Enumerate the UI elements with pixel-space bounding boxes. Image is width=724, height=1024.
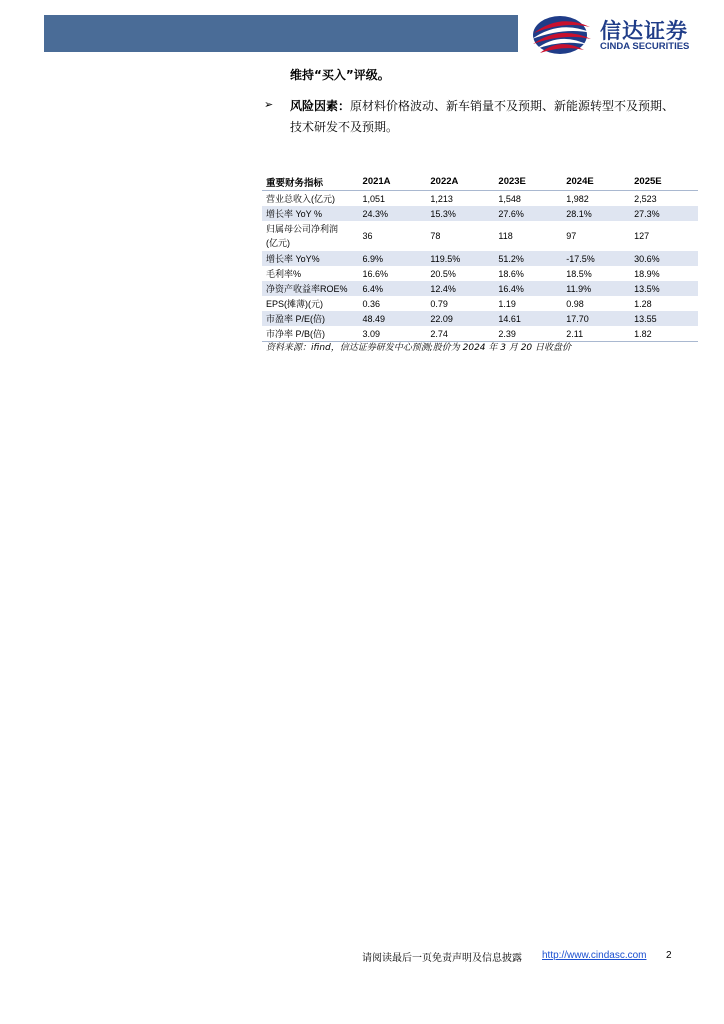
column-header: 2025E (630, 173, 698, 191)
row-label (262, 221, 359, 251)
column-header: 2021A (359, 173, 427, 191)
table-row (262, 206, 698, 221)
table-cell: 0.36 (362, 298, 381, 309)
table-cell: 18.9% (634, 268, 660, 279)
row-label: 增长率 YoY% (262, 251, 359, 266)
table-cell: 6.9% (359, 251, 427, 266)
table-cell: 1,051 (362, 193, 386, 204)
table-row (262, 191, 698, 207)
table-cell: -17.5% (562, 251, 630, 266)
financial-indicators-table (262, 173, 698, 342)
table-cell: 27.6% (494, 206, 562, 221)
row-label-line1: 归属母公司净利润 (266, 224, 339, 234)
table-cell: 6.4% (359, 281, 427, 296)
table-cell: 13.5% (630, 281, 698, 296)
footer-website-link[interactable]: http://www.cindasc.com (542, 950, 647, 961)
table-cell: 1,982 (566, 193, 589, 204)
row-label: 营业总收入(亿元) (266, 193, 335, 204)
table-cell: 30.6% (630, 251, 698, 266)
table-cell: 97 (566, 231, 577, 241)
table-cell: 24.3% (359, 206, 427, 221)
column-header: 2022A (426, 173, 494, 191)
table-cell: 2.11 (562, 326, 630, 342)
table-cell: 28.1% (562, 206, 630, 221)
table-cell: 1,213 (430, 193, 453, 204)
table-cell: 22.09 (426, 311, 494, 326)
row-label: EPS(摊薄)(元) (266, 298, 323, 309)
table-cell: 1.19 (498, 298, 516, 309)
table-row (262, 266, 698, 281)
row-label: 市净率 P/B(倍) (262, 326, 359, 342)
table-cell: 14.61 (494, 311, 562, 326)
table-header-row (262, 173, 698, 191)
table-row (262, 281, 698, 296)
table-cell: 2.39 (494, 326, 562, 342)
table-cell: 127 (634, 231, 650, 241)
row-label: 毛利率% (266, 268, 302, 279)
logo-english-text: CINDA SECURITIES (600, 41, 690, 52)
column-header: 重要财务指标 (262, 173, 359, 191)
table-source-note: 资料来源：ifind，信达证券研发中心预测;股价为 2024 年 3 月 20 日收盘价 (266, 343, 572, 353)
table-cell: 27.3% (630, 206, 698, 221)
table-cell: 48.49 (359, 311, 427, 326)
table-cell: 13.55 (630, 311, 698, 326)
table-cell: 18.6% (498, 268, 524, 279)
table-cell: 36 (362, 231, 373, 241)
table-cell: 2,523 (634, 193, 657, 204)
arrow-bullet-icon: ➢ (264, 98, 274, 111)
table-cell: 11.9% (562, 281, 630, 296)
table-cell: 3.09 (359, 326, 427, 342)
table-cell: 1,548 (498, 193, 521, 204)
table-cell: 0.79 (430, 298, 448, 309)
table-row (262, 311, 698, 326)
row-label-line2: (亿元) (266, 238, 290, 248)
table-cell: 2.74 (426, 326, 494, 342)
cinda-globe-icon (530, 13, 594, 57)
table-row (262, 296, 698, 311)
logo-chinese-text: 信达证券 (600, 19, 688, 43)
risk-factors-heading: 风险因素： (290, 99, 351, 113)
cinda-logo (530, 13, 710, 57)
risk-factors-line2: 技术研发不及预期。 (290, 120, 399, 134)
row-label: 净资产收益率ROE% (262, 281, 359, 296)
table-row (262, 251, 698, 266)
footer-disclaimer: 请阅读最后一页免责声明及信息披露 (362, 953, 522, 964)
page-number: 2 (666, 950, 672, 961)
table-cell: 15.3% (426, 206, 494, 221)
column-header: 2024E (562, 173, 630, 191)
table-cell: 1.82 (630, 326, 698, 342)
table-cell: 119.5% (426, 251, 494, 266)
table-cell: 16.4% (494, 281, 562, 296)
table-cell: 16.6% (362, 268, 389, 279)
row-label: 增长率 YoY % (262, 206, 359, 221)
table-cell: 118 (498, 231, 513, 241)
table-cell: 12.4% (426, 281, 494, 296)
table-cell: 20.5% (430, 268, 456, 279)
rating-statement: 维持“买入”评级。 (290, 68, 390, 82)
table-cell: 0.98 (566, 298, 584, 309)
table-cell: 18.5% (566, 268, 592, 279)
table-cell: 1.28 (634, 298, 652, 309)
column-header: 2023E (494, 173, 562, 191)
header-banner (44, 15, 518, 52)
table-cell: 51.2% (494, 251, 562, 266)
table-cell: 78 (430, 231, 441, 241)
risk-factors-line1 (290, 97, 674, 115)
risk-factors-text: 原材料价格波动、新车销量不及预期、新能源转型不及预期、 (350, 99, 675, 113)
table-cell: 17.70 (562, 311, 630, 326)
table-row (262, 221, 698, 251)
row-label: 市盈率 P/E(倍) (262, 311, 359, 326)
